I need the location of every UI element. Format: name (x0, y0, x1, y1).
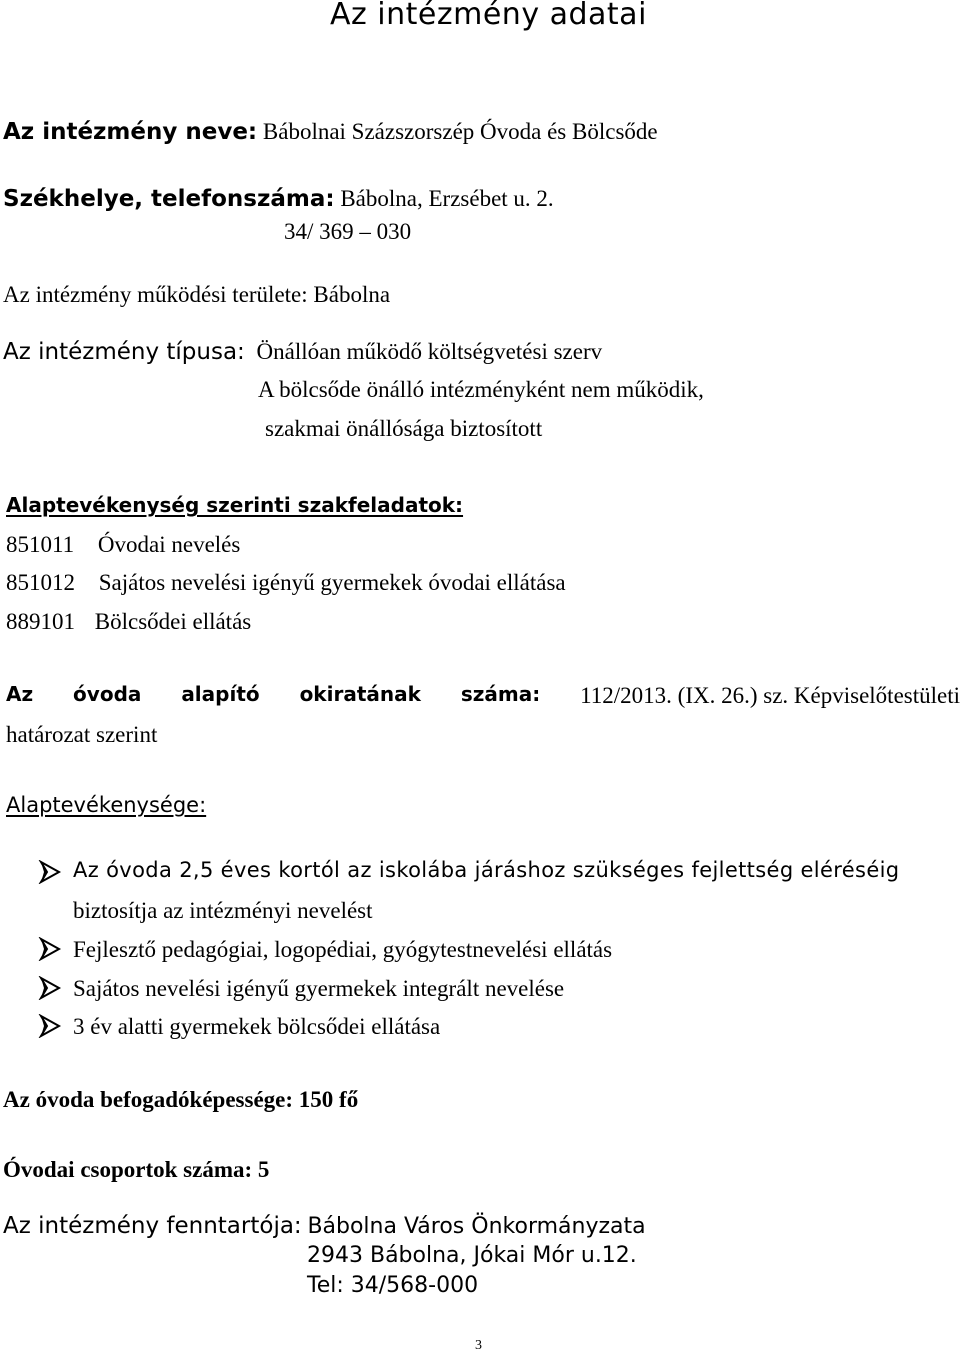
activity-item-3: Sajátos nevelési igényű gyermekek integrált nevelése (73, 976, 565, 1001)
institution-type-note-1: A bölcsőde önálló intézményként nem működik, (258, 377, 704, 402)
charter-word: Az (6, 682, 34, 706)
maintainer-label: Az intézmény fenntartója: (3, 1213, 302, 1239)
activity-item-4: 3 év alatti gyermekek bölcsődei ellátása (73, 1014, 441, 1039)
maintainer-address: 2943 Bábolna, Jókai Mór u.12. (307, 1243, 637, 1268)
task-text: Sajátos nevelési igényű gyermekek óvodai ellátása (98, 570, 566, 595)
seat-value: Bábolna, Erzsébet u. 2. (340, 186, 554, 211)
maintainer-phone: Tel: 34/568-000 (307, 1273, 479, 1298)
operating-area-value: Bábolna (313, 282, 391, 307)
tasks-heading: Alaptevékenység szerinti szakfeladatok: (6, 493, 464, 517)
institution-type-label: Az intézmény típusa: (3, 339, 245, 365)
maintainer-line (3, 1214, 646, 1238)
institution-name-value: Bábolnai Százszorszép Óvoda és Bölcsőde (262, 119, 658, 144)
institution-type-note-2: szakmai önállósága biztosított (265, 416, 543, 441)
operating-area-label: Az intézmény működési területe: (3, 282, 308, 307)
task-text: Bölcsődei ellátás (94, 609, 252, 634)
page-title: Az intézmény adatai (330, 0, 647, 32)
task-code: 851011 (6, 532, 75, 557)
task-code: 889101 (6, 609, 75, 634)
institution-type-value: Önállóan működő költségvetési szerv (256, 339, 603, 364)
operating-area-line (3, 283, 390, 306)
page-number: 3 (475, 1338, 482, 1353)
charter-word: okiratának (299, 682, 421, 706)
charter-word: alapító (181, 682, 260, 706)
seat-line (3, 187, 554, 211)
arrow-bullet-icon (38, 860, 62, 884)
institution-name-line (3, 120, 658, 144)
activity-heading: Alaptevékenysége: (6, 793, 207, 817)
task-item (6, 571, 566, 594)
charter-number: 112/2013. (IX. 26.) sz. Képviselőtestületi (580, 683, 960, 708)
activity-item-1-cont: biztosítja az intézményi nevelést (73, 898, 373, 923)
institution-type-line (3, 340, 602, 364)
charter-line-2: határozat szerint (6, 722, 158, 747)
seat-label: Székhelye, telefonszáma: (3, 186, 335, 212)
maintainer-name: Bábolna Város Önkormányzata (307, 1214, 646, 1239)
arrow-bullet-icon (38, 1014, 62, 1038)
capacity-line: Az óvoda befogadóképessége: 150 fő (3, 1087, 359, 1112)
seat-phone: 34/ 369 – 030 (284, 219, 412, 244)
activity-item-1: Az óvoda 2,5 éves kortól az iskolába járáshoz szükséges fejlettség eléréséig (73, 858, 900, 882)
task-item (6, 610, 251, 633)
charter-word: óvoda (73, 682, 142, 706)
arrow-bullet-icon (38, 937, 62, 961)
charter-word: száma: (460, 682, 541, 706)
charter-line (6, 684, 960, 707)
task-item (6, 533, 240, 556)
arrow-bullet-icon (38, 976, 62, 1000)
institution-name-label: Az intézmény neve: (3, 119, 258, 145)
activity-item-2: Fejlesztő pedagógiai, logopédiai, gyógytestnevelési ellátás (73, 937, 613, 962)
task-code: 851012 (6, 570, 75, 595)
groups-line: Óvodai csoportok száma: 5 (3, 1157, 270, 1182)
task-text: Óvodai nevelés (97, 532, 241, 557)
